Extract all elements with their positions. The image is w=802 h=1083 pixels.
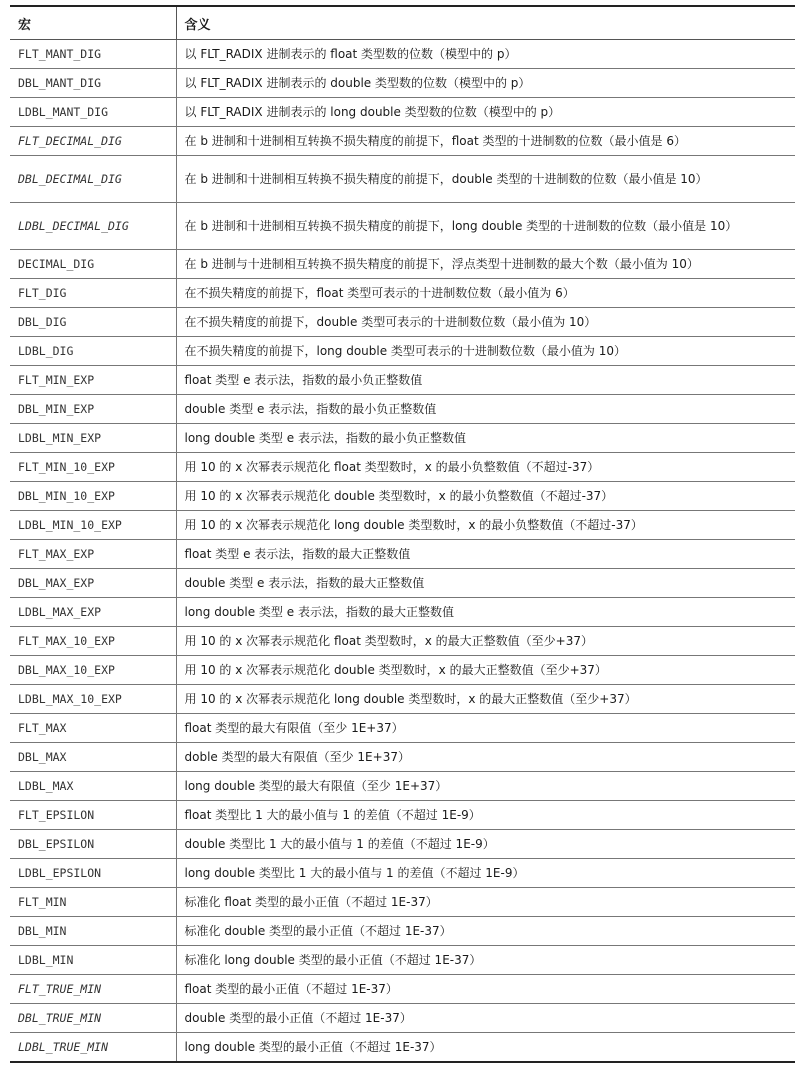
macro-meaning: 在 b 进制和十进制相互转换不损失精度的前提下，double 类型的十进制数的位数（最小值是 10） bbox=[176, 156, 795, 203]
table-row bbox=[10, 888, 795, 917]
macro-meaning: 用 10 的 x 次幂表示规范化 float 类型数时，x 的最小负整数值（不超过-37） bbox=[176, 453, 795, 482]
macro-name: DBL_DIG bbox=[10, 308, 176, 337]
macro-meaning: 标准化 float 类型的最小正值（不超过 1E-37） bbox=[176, 888, 795, 917]
macro-name: DECIMAL_DIG bbox=[10, 250, 176, 279]
header-macro: 宏 bbox=[10, 6, 176, 40]
table-row bbox=[10, 598, 795, 627]
table-row bbox=[10, 569, 795, 598]
macro-name: DBL_DECIMAL_DIG bbox=[10, 156, 176, 203]
table-body bbox=[10, 40, 795, 1063]
macro-meaning: 以 FLT_RADIX 进制表示的 long double 类型数的位数（模型中的 p） bbox=[176, 98, 795, 127]
macro-meaning: 在不损失精度的前提下，float 类型可表示的十进制数位数（最小值为 6） bbox=[176, 279, 795, 308]
macro-meaning: float 类型比 1 大的最小值与 1 的差值（不超过 1E-9） bbox=[176, 801, 795, 830]
macro-name: LDBL_DIG bbox=[10, 337, 176, 366]
macro-name: DBL_MANT_DIG bbox=[10, 69, 176, 98]
macro-name: FLT_MAX_10_EXP bbox=[10, 627, 176, 656]
macro-meaning: double 类型 e 表示法，指数的最小负正整数值 bbox=[176, 395, 795, 424]
macro-name: FLT_MIN_EXP bbox=[10, 366, 176, 395]
table-row bbox=[10, 203, 795, 250]
macro-meaning: long double 类型 e 表示法，指数的最小负正整数值 bbox=[176, 424, 795, 453]
table-row bbox=[10, 453, 795, 482]
table-row bbox=[10, 511, 795, 540]
table-row bbox=[10, 250, 795, 279]
macro-name: FLT_DECIMAL_DIG bbox=[10, 127, 176, 156]
macro-meaning: double 类型比 1 大的最小值与 1 的差值（不超过 1E-9） bbox=[176, 830, 795, 859]
macro-name: LDBL_DECIMAL_DIG bbox=[10, 203, 176, 250]
table-row bbox=[10, 946, 795, 975]
table-row bbox=[10, 743, 795, 772]
table-header-row bbox=[10, 6, 795, 40]
table-row bbox=[10, 540, 795, 569]
macro-name: LDBL_MAX_EXP bbox=[10, 598, 176, 627]
header-meaning: 含义 bbox=[176, 6, 795, 40]
macro-meaning: 用 10 的 x 次幂表示规范化 long double 类型数时，x 的最小负整数值（不超过-37） bbox=[176, 511, 795, 540]
table-row bbox=[10, 337, 795, 366]
table-row bbox=[10, 424, 795, 453]
table-row bbox=[10, 395, 795, 424]
table-row bbox=[10, 656, 795, 685]
macro-name: FLT_MAX_EXP bbox=[10, 540, 176, 569]
macro-name: DBL_MAX bbox=[10, 743, 176, 772]
macro-meaning: 标准化 double 类型的最小正值（不超过 1E-37） bbox=[176, 917, 795, 946]
float-macros-table bbox=[10, 5, 795, 1063]
macro-name: FLT_MANT_DIG bbox=[10, 40, 176, 69]
macro-meaning: 在 b 进制和十进制相互转换不损失精度的前提下，long double 类型的十进制数的位数（最小值是 10） bbox=[176, 203, 795, 250]
macro-meaning: long double 类型 e 表示法，指数的最大正整数值 bbox=[176, 598, 795, 627]
table-row bbox=[10, 1004, 795, 1033]
table-row bbox=[10, 801, 795, 830]
macro-meaning: 用 10 的 x 次幂表示规范化 double 类型数时，x 的最小负整数值（不超过-37） bbox=[176, 482, 795, 511]
macro-name: DBL_EPSILON bbox=[10, 830, 176, 859]
macro-name: DBL_MAX_10_EXP bbox=[10, 656, 176, 685]
table-row bbox=[10, 127, 795, 156]
table-row bbox=[10, 308, 795, 337]
macro-name: FLT_TRUE_MIN bbox=[10, 975, 176, 1004]
macro-name: LDBL_MIN_EXP bbox=[10, 424, 176, 453]
macro-meaning: 用 10 的 x 次幂表示规范化 long double 类型数时，x 的最大正整数值（至少+37） bbox=[176, 685, 795, 714]
macro-name: DBL_MIN_EXP bbox=[10, 395, 176, 424]
table-row bbox=[10, 772, 795, 801]
macro-name: FLT_MAX bbox=[10, 714, 176, 743]
macro-meaning: float 类型的最大有限值（至少 1E+37） bbox=[176, 714, 795, 743]
macro-name: FLT_DIG bbox=[10, 279, 176, 308]
macro-meaning: double 类型 e 表示法，指数的最大正整数值 bbox=[176, 569, 795, 598]
table-row bbox=[10, 975, 795, 1004]
table-row bbox=[10, 40, 795, 69]
macro-meaning: float 类型 e 表示法，指数的最小负正整数值 bbox=[176, 366, 795, 395]
macro-name: LDBL_EPSILON bbox=[10, 859, 176, 888]
macro-meaning: doble 类型的最大有限值（至少 1E+37） bbox=[176, 743, 795, 772]
macro-name: FLT_MIN_10_EXP bbox=[10, 453, 176, 482]
macro-name: LDBL_MANT_DIG bbox=[10, 98, 176, 127]
macro-meaning: double 类型的最小正值（不超过 1E-37） bbox=[176, 1004, 795, 1033]
macro-name: LDBL_TRUE_MIN bbox=[10, 1033, 176, 1063]
macro-meaning: float 类型 e 表示法，指数的最大正整数值 bbox=[176, 540, 795, 569]
macro-name: DBL_MAX_EXP bbox=[10, 569, 176, 598]
table-row bbox=[10, 279, 795, 308]
table-row bbox=[10, 1033, 795, 1063]
macro-meaning: 以 FLT_RADIX 进制表示的 double 类型数的位数（模型中的 p） bbox=[176, 69, 795, 98]
macro-meaning: 用 10 的 x 次幂表示规范化 double 类型数时，x 的最大正整数值（至少+37） bbox=[176, 656, 795, 685]
macro-meaning: float 类型的最小正值（不超过 1E-37） bbox=[176, 975, 795, 1004]
table-row bbox=[10, 482, 795, 511]
macro-name: LDBL_MIN_10_EXP bbox=[10, 511, 176, 540]
table-row bbox=[10, 830, 795, 859]
macro-name: FLT_EPSILON bbox=[10, 801, 176, 830]
macro-meaning: 在 b 进制和十进制相互转换不损失精度的前提下，float 类型的十进制数的位数（最小值是 6） bbox=[176, 127, 795, 156]
macro-meaning: long double 类型的最小正值（不超过 1E-37） bbox=[176, 1033, 795, 1063]
macro-meaning: 在 b 进制与十进制相互转换不损失精度的前提下，浮点类型十进制数的最大个数（最小值为 10） bbox=[176, 250, 795, 279]
table-row bbox=[10, 714, 795, 743]
macro-meaning: 用 10 的 x 次幂表示规范化 float 类型数时，x 的最大正整数值（至少+37） bbox=[176, 627, 795, 656]
macro-name: DBL_MIN bbox=[10, 917, 176, 946]
macro-name: LDBL_MIN bbox=[10, 946, 176, 975]
macro-name: LDBL_MAX bbox=[10, 772, 176, 801]
table-row bbox=[10, 627, 795, 656]
macro-meaning: 标准化 long double 类型的最小正值（不超过 1E-37） bbox=[176, 946, 795, 975]
table-row bbox=[10, 156, 795, 203]
macro-meaning: 在不损失精度的前提下，long double 类型可表示的十进制数位数（最小值为 10） bbox=[176, 337, 795, 366]
macro-name: DBL_TRUE_MIN bbox=[10, 1004, 176, 1033]
macro-name: LDBL_MAX_10_EXP bbox=[10, 685, 176, 714]
macro-meaning: 以 FLT_RADIX 进制表示的 float 类型数的位数（模型中的 p） bbox=[176, 40, 795, 69]
macro-name: DBL_MIN_10_EXP bbox=[10, 482, 176, 511]
macro-meaning: 在不损失精度的前提下，double 类型可表示的十进制数位数（最小值为 10） bbox=[176, 308, 795, 337]
table-row bbox=[10, 98, 795, 127]
table-row bbox=[10, 366, 795, 395]
table-row bbox=[10, 859, 795, 888]
macro-meaning: long double 类型比 1 大的最小值与 1 的差值（不超过 1E-9） bbox=[176, 859, 795, 888]
table-row bbox=[10, 69, 795, 98]
table-row bbox=[10, 917, 795, 946]
macro-meaning: long double 类型的最大有限值（至少 1E+37） bbox=[176, 772, 795, 801]
table-row bbox=[10, 685, 795, 714]
macro-name: FLT_MIN bbox=[10, 888, 176, 917]
